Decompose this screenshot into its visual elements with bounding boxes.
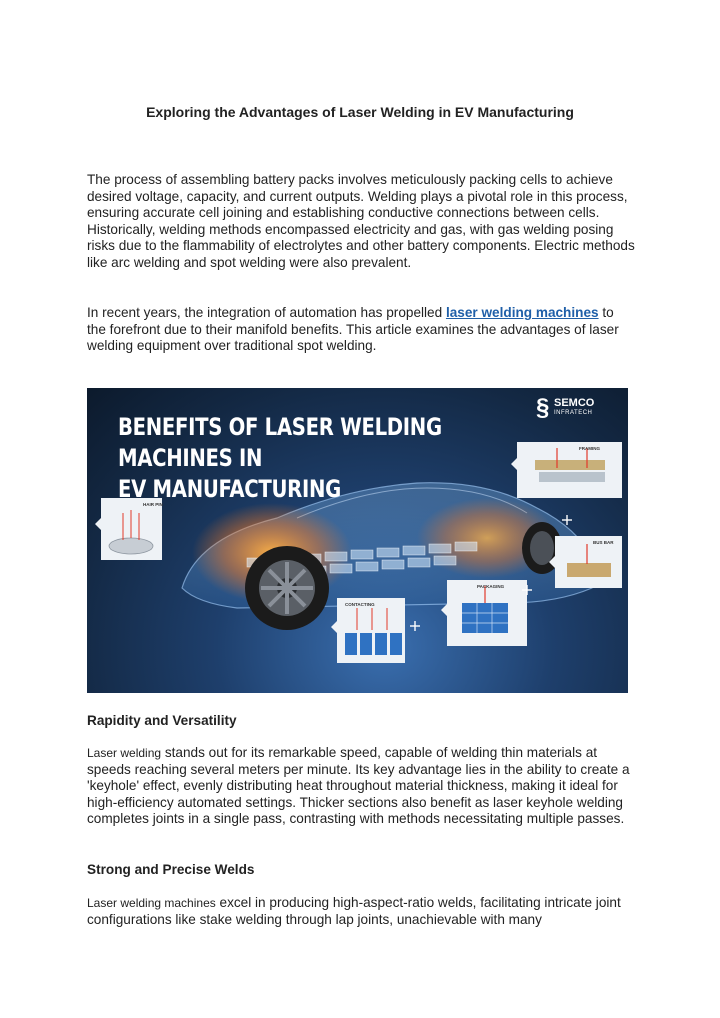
strong-welds-body: excel in producing high-aspect-ratio welds, facilitating intricate joint configurations like stake welding through lap joints, unachievable with many bbox=[87, 895, 621, 927]
automation-text-before: In recent years, the integration of automation has propelled bbox=[87, 305, 446, 320]
automation-text-after: to the forefront due to their manifold benefits. This article examines the advantages of laser welding equipment over traditional spot welding. bbox=[87, 305, 619, 354]
semco-logo bbox=[536, 394, 616, 424]
busbar-label: BUS BAR bbox=[593, 540, 614, 545]
logo-subtitle: INFRATECH bbox=[554, 410, 593, 416]
rapidity-lead: Laser welding bbox=[87, 746, 162, 760]
strong-welds-paragraph bbox=[87, 895, 635, 928]
packaging-card bbox=[441, 580, 527, 646]
hairpin-label: HAIR PIN bbox=[143, 502, 163, 507]
laser-welding-machines-link[interactable]: laser welding machines bbox=[445, 305, 599, 320]
contacting-card bbox=[331, 598, 405, 663]
packaging-label: PACKAGING bbox=[477, 584, 505, 589]
hero-image bbox=[87, 388, 628, 693]
hero-title-line-1: BENEFITS OF LASER WELDING MACHINES IN bbox=[118, 413, 442, 472]
rapidity-body: stands out for its remarkable speed, capable of welding thin materials at speeds reaching several meters per minute. Its key advantage lies in the ability to create a 'keyhole' effect, evenly distributing heat throughout material thickness, making it ideal for high-efficiency automated settings. Thicker sections also benefit as laser keyhole welding completes joints in a single pass, contrasting with methods necessitating multiple passes. bbox=[87, 745, 630, 827]
hairpin-card bbox=[95, 498, 162, 560]
section-heading-rapidity: Rapidity and Versatility bbox=[87, 713, 237, 728]
rapidity-paragraph bbox=[87, 745, 635, 828]
document-title: Exploring the Advantages of Laser Welding in EV Manufacturing bbox=[146, 104, 574, 120]
hero-title-line-2: EV MANUFACTURING bbox=[118, 475, 341, 503]
strong-welds-lead: Laser welding machines bbox=[87, 896, 216, 910]
semco-logo-icon: § bbox=[536, 394, 550, 421]
logo-name: SEMCO bbox=[554, 397, 595, 409]
framing-label: FRAMING bbox=[579, 446, 600, 451]
hero-title bbox=[118, 412, 528, 505]
contacting-label: CONTACTING bbox=[345, 602, 375, 607]
automation-paragraph bbox=[87, 305, 635, 355]
intro-paragraph: The process of assembling battery packs involves meticulously packing cells to achieve desired voltage, capacity, and current outputs. Welding plays a pivotal role in this process, ensuring accurate cell joining and establishing conductive connections between cells. Historically, welding methods encompassed electricity and gas, with gas welding posing risks due to the flammability of electrolytes and other battery components. Electric methods like arc welding and spot welding were also prevalent. bbox=[87, 172, 635, 270]
front-wheel-icon bbox=[245, 546, 329, 630]
section-heading-strong-welds: Strong and Precise Welds bbox=[87, 862, 255, 877]
